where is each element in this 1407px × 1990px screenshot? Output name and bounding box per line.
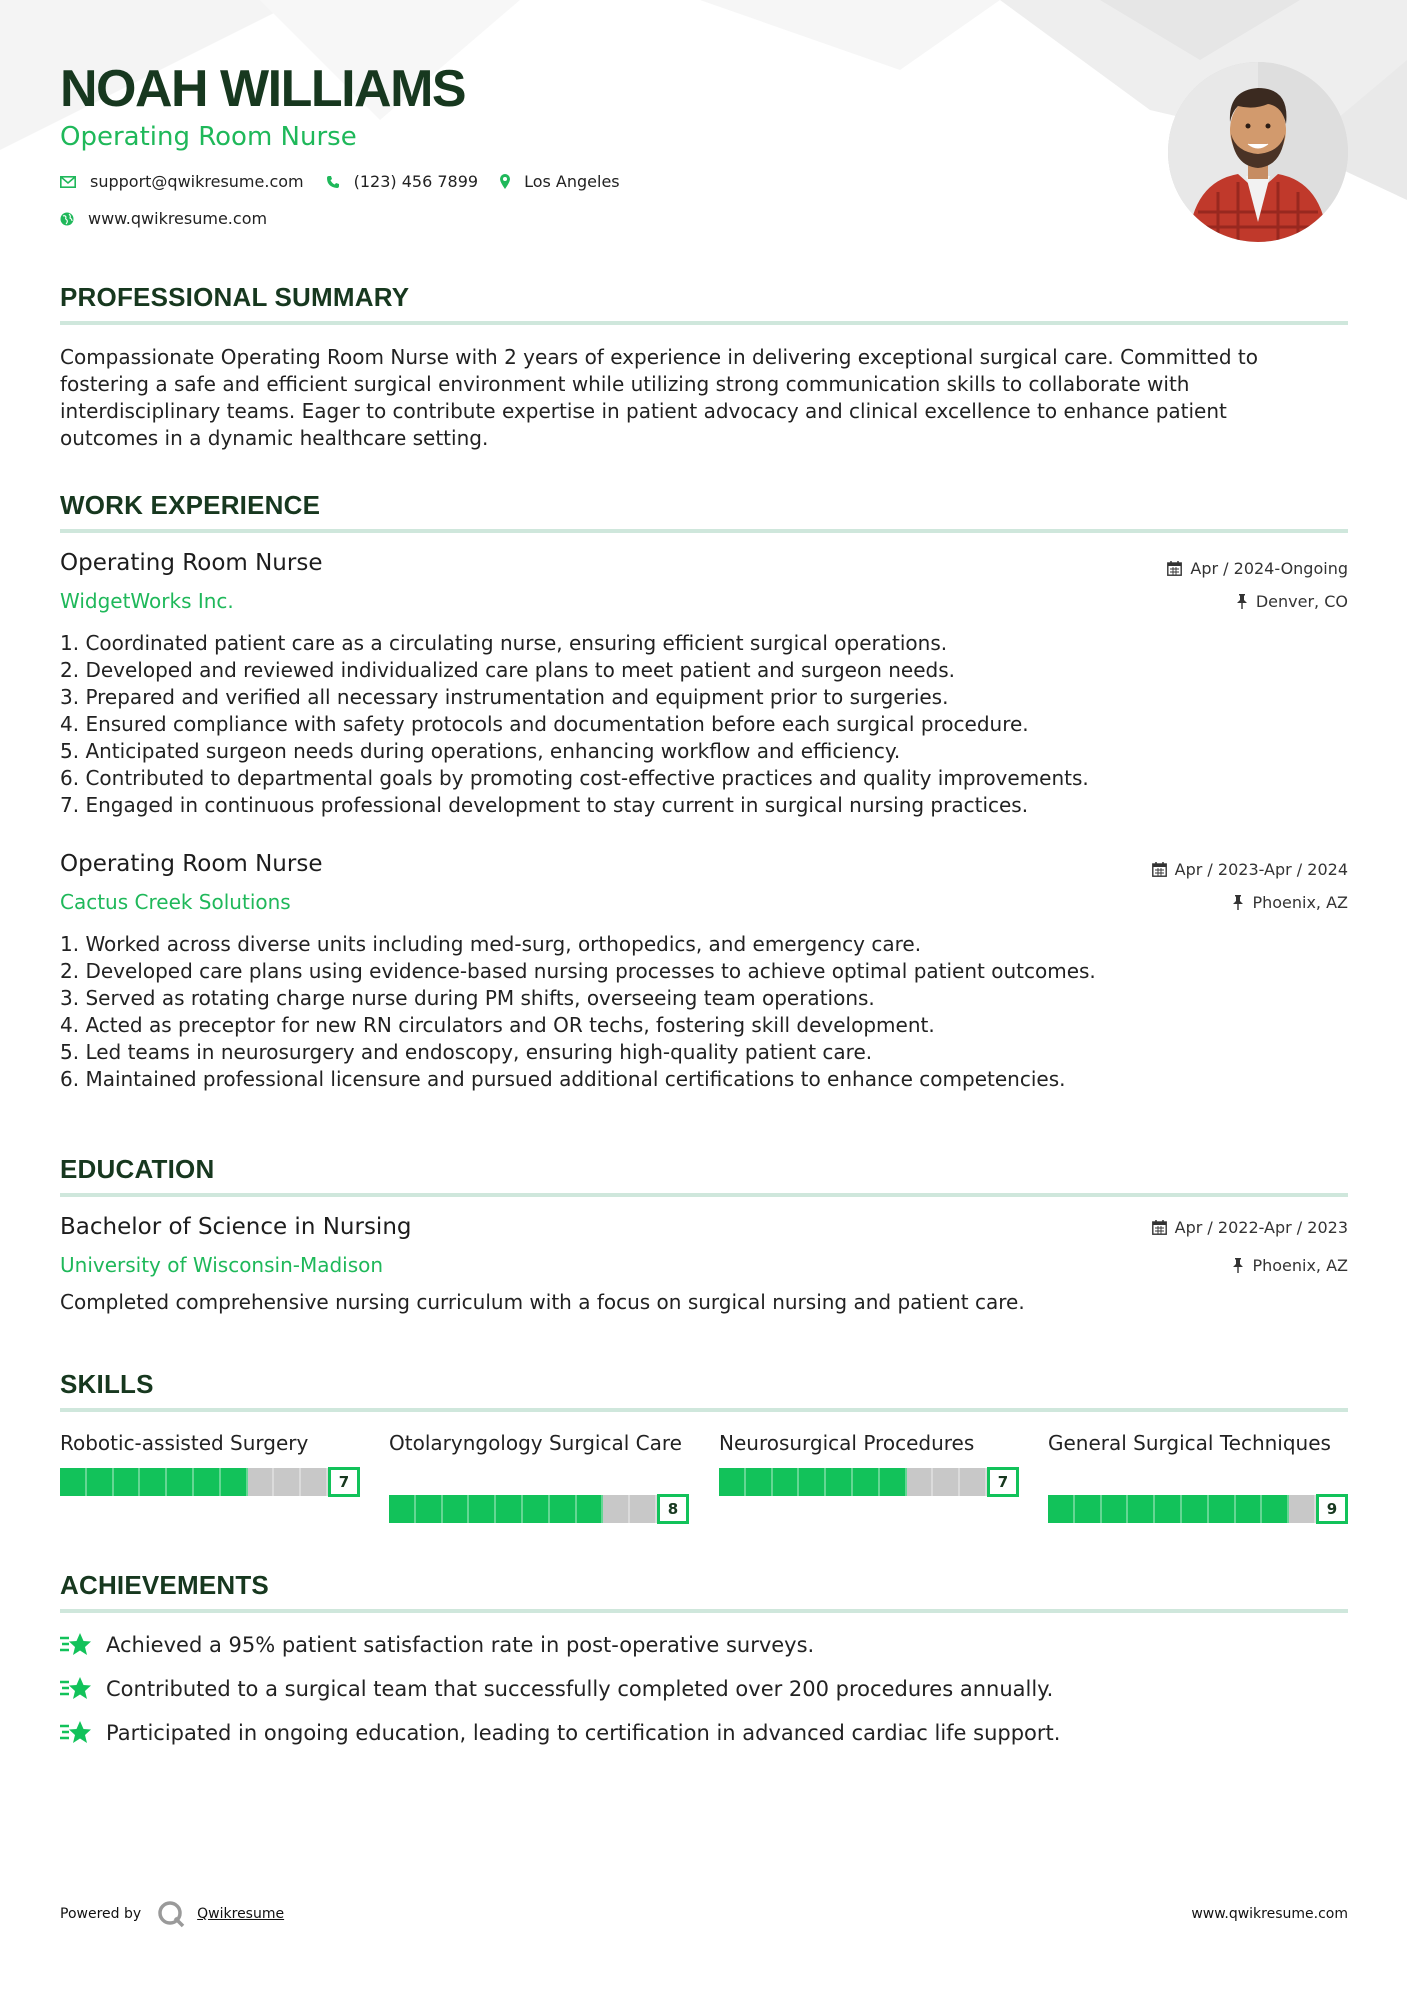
list-item: 6. Maintained professional licensure and pursued additional certifications to enhance competencies. [60,1067,1066,1091]
list-item: 7. Engaged in continuous professional development to stay current in surgical nursing practices. [60,793,1029,817]
candidate-title: Operating Room Nurse [60,122,357,152]
contact-row-website [60,209,642,228]
summary-line: interdisciplinary teams. Eager to contribute expertise in patient advocacy and clinical excellence to enhance patient [60,399,1227,423]
achievement-item [60,1632,814,1658]
skill-segment-empty [248,1468,275,1496]
skill-segment-filled [853,1468,880,1496]
envelope-icon [60,176,76,188]
skills-divider [60,1408,1348,1412]
candidate-name: NOAH WILLIAMS [60,60,466,118]
footer-brand [60,1900,284,1928]
education-description: Completed comprehensive nursing curriculum with a focus on surgical nursing and patient care. [60,1290,1025,1314]
powered-by-label: Powered by [60,1906,142,1922]
skill-segment-filled [167,1468,194,1496]
skill-name: Otolaryngology Surgical Care [389,1431,682,1455]
skill-segment-filled [826,1468,853,1496]
location-text: Los Angeles [524,172,620,191]
skill-item [719,1430,1019,1491]
summary-line: fostering a safe and efficient surgical environment while utilizing strong communication skills to collaborate with [60,372,1190,396]
skill-segment-filled [1182,1495,1209,1523]
skill-segment-filled [389,1495,416,1523]
job-responsibilities [60,630,1350,819]
education-dates [1152,1218,1348,1237]
skill-segment-filled [719,1468,746,1496]
page-footer [60,1900,1348,1928]
skill-segment-filled [1102,1495,1129,1523]
list-item: 3. Served as rotating charge nurse during PM shifts, overseeing team operations. [60,986,875,1010]
skill-segment-filled [1048,1495,1075,1523]
skill-segment-empty [933,1468,960,1496]
skill-segment-filled [1075,1495,1102,1523]
contact-row [60,172,642,191]
contact-website[interactable] [60,209,267,228]
list-item: 6. Contributed to departmental goals by promoting cost-effective practices and quality improvements. [60,766,1089,790]
phone-text: (123) 456 7899 [353,172,479,191]
job-location-text: Phoenix, AZ [1252,893,1348,912]
list-item: 5. Led teams in neurosurgery and endoscopy, ensuring high-quality patient care. [60,1040,873,1064]
skill-bar-track [719,1468,987,1496]
list-item: 4. Ensured compliance with safety protocols and documentation before each surgical procedure. [60,712,1029,736]
skill-segment-filled [1209,1495,1236,1523]
website-text: www.qwikresume.com [88,209,268,228]
footer-url[interactable]: www.qwikresume.com [1191,1906,1348,1922]
calendar-icon [1152,1220,1167,1235]
skill-segment-filled [87,1468,114,1496]
skill-segment-filled [773,1468,800,1496]
skill-bar-track [60,1468,328,1496]
list-item: 1. Coordinated patient care as a circulating nurse, ensuring efficient surgical operations. [60,631,948,655]
job-location-text: Denver, CO [1255,592,1348,611]
skill-segment-filled [577,1495,604,1523]
education-location [1232,1256,1348,1275]
skill-segment-empty [274,1468,301,1496]
skill-segment-filled [194,1468,221,1496]
job-responsibilities [60,931,1350,1093]
achievement-item [60,1676,1053,1702]
email-text: support@qwikresume.com [90,172,304,191]
job-dates-text: Apr / 2024-Ongoing [1190,559,1348,578]
job-dates [1152,860,1348,879]
skill-segment-filled [1236,1495,1263,1523]
calendar-icon [1152,862,1167,877]
degree-title: Bachelor of Science in Nursing [60,1214,412,1240]
skill-level-number: 7 [987,1467,1019,1497]
job-location [1236,592,1348,611]
skill-segment-empty [907,1468,934,1496]
skill-segment-empty [630,1495,657,1523]
skill-segment-filled [799,1468,826,1496]
education-divider [60,1193,1348,1197]
skill-segment-filled [550,1495,577,1523]
education-location-text: Phoenix, AZ [1252,1256,1348,1275]
skill-item [1048,1430,1348,1518]
skill-item [60,1430,360,1491]
skill-bar-track [389,1495,657,1523]
skill-segment-filled [443,1495,470,1523]
achievements-divider [60,1609,1348,1613]
job-title: Operating Room Nurse [60,550,323,576]
contact-location [500,172,620,191]
star-award-icon [60,1720,92,1746]
list-item: 2. Developed care plans using evidence-based nursing processes to achieve optimal patient outcomes. [60,959,1096,983]
globe-icon [60,212,74,226]
skill-segment-filled [746,1468,773,1496]
pushpin-icon [1232,1258,1244,1273]
achievement-text: Participated in ongoing education, leading to certification in advanced cardiac life support. [106,1721,1061,1745]
skill-segment-filled [60,1468,87,1496]
qwikresume-logo-icon [157,1900,185,1928]
skill-segment-filled [469,1495,496,1523]
resume-header [60,58,642,228]
skill-level-bar [719,1467,1019,1497]
skill-segment-filled [1128,1495,1155,1523]
skill-segment-filled [523,1495,550,1523]
school-name: University of Wisconsin-Madison [60,1253,384,1277]
skill-name: Robotic-assisted Surgery [60,1431,309,1455]
job-dates-text: Apr / 2023-Apr / 2024 [1174,860,1348,879]
skills-heading: SKILLS [60,1369,154,1399]
skill-segment-empty [603,1495,630,1523]
brand-link[interactable]: Qwikresume [197,1906,285,1922]
achievement-item [60,1720,1060,1746]
summary-line: Compassionate Operating Room Nurse with 2 years of experience in delivering exceptional surgical care. Committed to [60,345,1258,369]
skill-level-number: 9 [1316,1494,1348,1524]
phone-icon [326,175,340,189]
skill-level-number: 8 [657,1494,689,1524]
list-item: 4. Acted as preceptor for new RN circulators and OR techs, fostering skill development. [60,1013,935,1037]
calendar-icon [1167,561,1182,576]
avatar-illustration [1168,62,1348,242]
skill-level-bar [389,1494,689,1524]
skill-level-bar [60,1467,360,1497]
skill-name: Neurosurgical Procedures [719,1431,975,1455]
experience-divider [60,529,1348,533]
contact-phone[interactable] [326,172,478,191]
list-item: 1. Worked across diverse units including med-surg, orthopedics, and emergency care. [60,932,922,956]
skill-item [389,1430,689,1518]
education-dates-text: Apr / 2022-Apr / 2023 [1174,1218,1348,1237]
experience-heading: WORK EXPERIENCE [60,490,321,520]
education-heading: EDUCATION [60,1154,215,1184]
list-item: 3. Prepared and verified all necessary instrumentation and equipment prior to surgeries. [60,685,949,709]
skill-segment-filled [1262,1495,1289,1523]
skill-segment-filled [221,1468,248,1496]
contact-email[interactable] [60,172,304,191]
summary-divider [60,321,1348,325]
skill-segment-filled [1155,1495,1182,1523]
job-company: WidgetWorks Inc. [60,589,234,613]
skill-segment-filled [880,1468,907,1496]
job-title: Operating Room Nurse [60,851,323,877]
summary-text [60,344,1350,452]
skill-segment-filled [140,1468,167,1496]
skill-bar-track [1048,1495,1316,1523]
profile-photo [1168,62,1348,242]
skill-segment-filled [416,1495,443,1523]
summary-heading: PROFESSIONAL SUMMARY [60,282,410,312]
list-item: 2. Developed and reviewed individualized care plans to meet patient and surgeon needs. [60,658,955,682]
achievement-text: Contributed to a surgical team that successfully completed over 200 procedures annually. [106,1677,1054,1701]
skill-segment-empty [301,1468,328,1496]
map-pin-icon [500,174,510,189]
job-dates [1167,559,1348,578]
skill-segment-filled [496,1495,523,1523]
star-award-icon [60,1632,92,1658]
pushpin-icon [1236,594,1248,609]
pushpin-icon [1232,895,1244,910]
job-company: Cactus Creek Solutions [60,890,291,914]
skill-name: General Surgical Techniques [1048,1431,1331,1455]
star-award-icon [60,1676,92,1702]
list-item: 5. Anticipated surgeon needs during operations, enhancing workflow and efficiency. [60,739,901,763]
skill-segment-empty [960,1468,987,1496]
skill-segment-filled [114,1468,141,1496]
achievements-heading: ACHIEVEMENTS [60,1570,269,1600]
job-location [1232,893,1348,912]
summary-line: outcomes in a dynamic healthcare setting. [60,426,489,450]
achievement-text: Achieved a 95% patient satisfaction rate in post-operative surveys. [106,1633,815,1657]
skill-segment-empty [1289,1495,1316,1523]
skill-level-number: 7 [328,1467,360,1497]
skill-level-bar [1048,1494,1348,1524]
